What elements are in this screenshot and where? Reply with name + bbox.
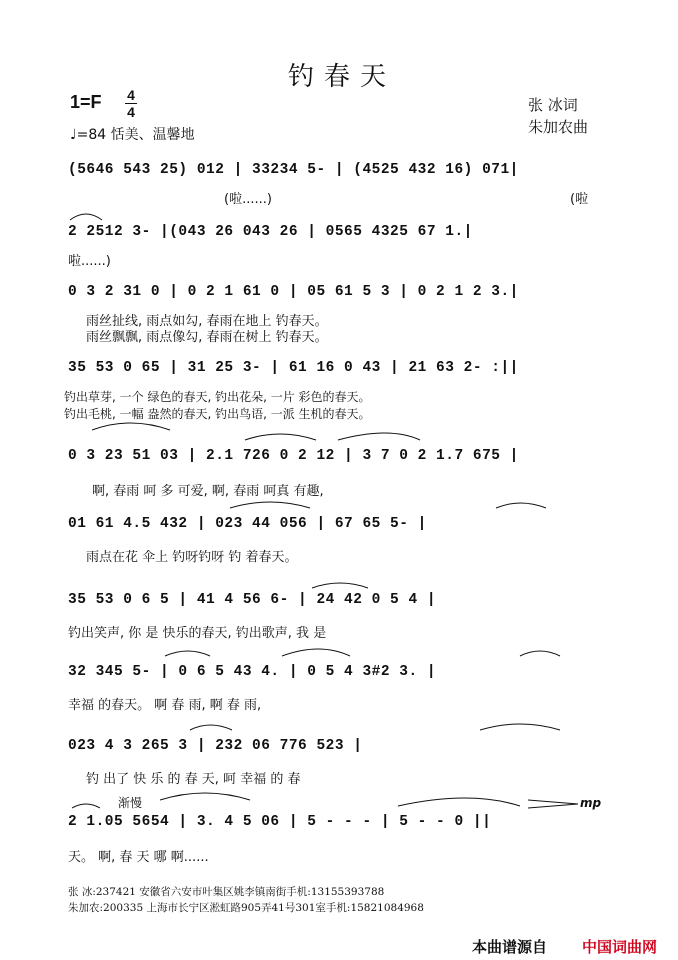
lyric-row-5: 啊, 春雨 呵 多 可爱, 啊, 春雨 呵真 有趣, <box>92 484 324 499</box>
slur <box>520 651 560 656</box>
hairpin <box>528 800 578 808</box>
slur <box>230 502 310 508</box>
tempo-marking: ♩=84 恬美、温馨地 <box>70 127 195 143</box>
lyric-row-3b: 雨丝飘飘, 雨点像勾, 春雨在树上 钓春天。 <box>86 330 328 345</box>
song-title: 钓春天 <box>288 62 397 92</box>
notation-row-10: 2 1.05 5654 | 3. 4 5 06 | 5 - - - | 5 - - 0 || <box>68 814 492 830</box>
slur <box>480 724 560 730</box>
slur <box>70 214 102 220</box>
lyric-row-8: 幸福 的春天。 啊 春 雨, 啊 春 雨, <box>68 698 262 713</box>
notation-row-6: 01 61 4.5 432 | 023 44 056 | 67 65 5- | <box>68 516 427 532</box>
lyric-row-4a: 钓出草芽, 一个 绿色的春天, 钓出花朵, 一片 彩色的春天。 <box>64 390 371 404</box>
slur <box>72 804 100 808</box>
lyric-row-3a: 雨丝扯线, 雨点如勾, 春雨在地上 钓春天。 <box>86 314 328 329</box>
time-signature-top: 4 <box>127 87 135 103</box>
slur <box>160 793 250 800</box>
key-signature: 1=F <box>70 92 102 112</box>
notation-row-8: 32 345 5- | 0 6 5 43 4. | 0 5 4 3#2 3. | <box>68 664 437 680</box>
dynamic-marking: mp <box>580 796 602 810</box>
slur <box>496 503 546 508</box>
slur <box>190 725 232 730</box>
lyric-row-6: 雨点在花 伞上 钓呀钓呀 钓 着春天。 <box>86 550 298 565</box>
lyric-row-2: 啦......) <box>68 254 111 269</box>
slur <box>398 798 520 806</box>
slur <box>245 434 316 440</box>
slur <box>92 423 170 430</box>
source-label: 本曲谱源自 <box>472 938 548 956</box>
notation-row-4: 35 53 0 65 | 31 25 3- | 61 16 0 43 | 21 63 2- :|| <box>68 360 519 376</box>
lyric-row-1a: (啦......) <box>224 192 272 207</box>
time-signature-bottom: 4 <box>127 104 135 120</box>
notation-row-5: 0 3 23 51 03 | 2.1 726 0 2 12 | 3 7 0 2 1.7 675 | <box>68 448 519 464</box>
contact-lyricist: 张 冰:237421 安徽省六安市叶集区姚李镇南街手机:13155393788 <box>68 886 385 898</box>
lyricist-credit: 张 冰词 <box>528 96 578 114</box>
lyric-row-1b: (啦 <box>570 192 589 207</box>
slur <box>282 649 350 656</box>
notation-row-2: 2 2512 3- |(043 26 043 26 | 0565 4325 67 1.| <box>68 224 473 240</box>
lyric-row-7: 钓出笑声, 你 是 快乐的春天, 钓出歌声, 我 是 <box>68 626 327 641</box>
lyric-row-9: 钓 出了 快 乐 的 春 天, 呵 幸福 的 春 <box>86 772 301 787</box>
notation-row-7: 35 53 0 6 5 | 41 4 56 6- | 24 42 0 5 4 | <box>68 592 437 608</box>
notation-row-1: (5646 543 25) 012 | 33234 5- | (4525 432 16) 071| <box>68 162 519 178</box>
notation-row-9: 023 4 3 265 3 | 232 06 776 523 | <box>68 738 363 754</box>
contact-composer: 朱加农:200335 上海市长宁区淞虹路905弄41号301室手机:15821084968 <box>68 902 424 914</box>
notation-row-3: 0 3 2 31 0 | 0 2 1 61 0 | 05 61 5 3 | 0 2 1 2 3.| <box>68 284 519 300</box>
composer-credit: 朱加农曲 <box>528 118 589 136</box>
lyric-row-10: 天。 啊, 春 天 哪 啊...... <box>68 850 209 865</box>
slur <box>165 651 210 656</box>
slur <box>338 433 420 440</box>
slur <box>312 583 368 588</box>
site-link[interactable]: 中国词曲网 <box>582 938 658 956</box>
lyric-row-4b: 钓出毛桃, 一幅 盎然的春天, 钓出鸟语, 一派 生机的春天。 <box>64 407 371 421</box>
ritard-marking: 渐慢 <box>118 796 143 810</box>
